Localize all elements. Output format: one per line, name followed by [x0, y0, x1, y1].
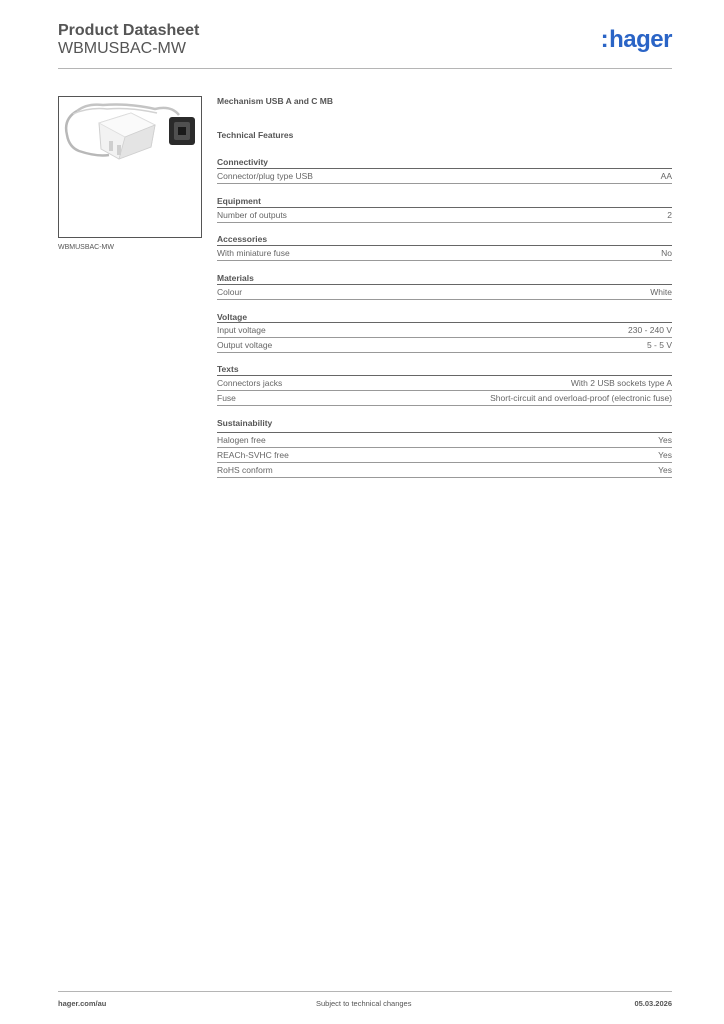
spec-row	[217, 323, 672, 338]
section-title-texts: Texts	[217, 364, 239, 374]
spec-row	[217, 463, 672, 478]
spec-value: AA	[660, 171, 672, 181]
spec-row	[217, 448, 672, 463]
spec-row	[217, 169, 672, 184]
section-title-materials: Materials	[217, 273, 254, 283]
spec-label: With miniature fuse	[217, 248, 290, 258]
page-header	[58, 20, 672, 70]
logo-dots-icon: :	[600, 26, 609, 53]
section-title-equipment: Equipment	[217, 196, 261, 206]
spec-label: Input voltage	[217, 325, 266, 335]
spec-label: Number of outputs	[217, 210, 287, 220]
page-footer	[58, 999, 672, 1011]
spec-value: 5 - 5 V	[646, 340, 672, 350]
spec-label: Halogen free	[217, 435, 266, 445]
spec-row	[217, 285, 672, 300]
spec-value: Yes	[658, 450, 672, 460]
spec-label: REACh-SVHC free	[217, 450, 289, 460]
product-image	[58, 96, 202, 238]
image-caption: WBMUSBAC-MW	[58, 244, 114, 251]
spec-row	[217, 376, 672, 391]
section-title-connectivity: Connectivity	[217, 157, 269, 167]
spec-row	[217, 208, 672, 223]
spec-label: Colour	[217, 287, 243, 297]
spec-value: Short-circuit and overload-proof (electronic fuse)	[490, 393, 672, 403]
product-name: Mechanism USB A and C MB	[217, 96, 334, 106]
hager-logo	[601, 26, 672, 54]
spec-row	[217, 433, 672, 448]
technical-features-heading: Technical Features	[217, 130, 294, 140]
spec-row	[217, 391, 672, 406]
spec-value: 230 - 240 V	[628, 325, 672, 335]
spec-row	[217, 338, 672, 353]
logo-text: hager	[609, 26, 672, 53]
footer-divider	[58, 991, 672, 992]
spec-value: With 2 USB sockets type A	[570, 378, 672, 388]
spec-label: RoHS conform	[217, 465, 273, 475]
section-title-sustainability: Sustainability	[217, 418, 273, 428]
product-code: WBMUSBAC-MW	[58, 40, 186, 57]
technical-changes-notice: Subject to technical changes	[316, 999, 412, 1008]
spec-row	[217, 246, 672, 261]
spec-value: White	[650, 287, 672, 297]
section-title-accessories: Accessories	[217, 234, 268, 244]
spec-label: Connectors jacks	[217, 378, 283, 388]
spec-label: Connector/plug type USB	[217, 171, 313, 181]
spec-label: Fuse	[217, 393, 236, 403]
spec-value: 2	[667, 210, 672, 220]
section-title-voltage: Voltage	[217, 312, 248, 322]
usb-module-illustration	[59, 97, 203, 239]
header-divider	[58, 68, 672, 69]
spec-label: Output voltage	[217, 340, 273, 350]
spec-value: Yes	[658, 465, 672, 475]
spec-value: Yes	[658, 435, 672, 445]
website-link[interactable]: hager.com/au	[58, 999, 107, 1008]
spec-value: No	[661, 248, 672, 258]
page-title: Product Datasheet	[58, 22, 200, 39]
datasheet-date: 05.03.2026	[634, 999, 672, 1008]
